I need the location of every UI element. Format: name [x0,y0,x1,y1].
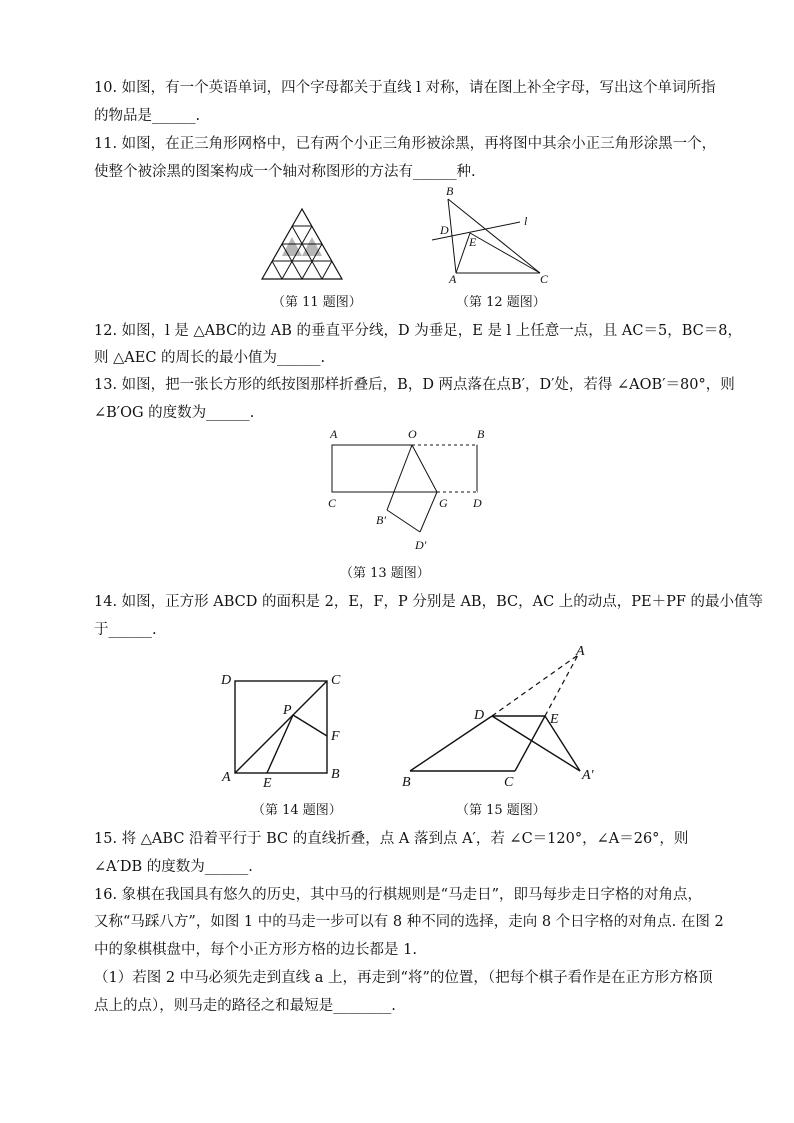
fig15-label-E: E [550,712,559,727]
fig14-label-C: C [331,673,341,688]
figure-15-diagram [400,640,600,790]
q10-line1: 10. 如图，有一个英语单词，四个字母都关于直线 l 对称，请在图上补全字母，写出这个单词所指 [94,80,716,96]
fig12-label-B: B [446,184,454,198]
fig14-label-A: A [222,770,231,785]
fig12-label-D: D [440,223,449,237]
fig14-label-P: P [283,703,292,718]
fig13-label-B-prime: B′ [376,513,386,527]
q16-line3: 中的象棋棋盘中，每个小正方形方格的边长都是 1. [94,942,417,958]
fig12-label-l: l [524,214,528,228]
fig14-label-F: F [331,729,340,744]
fig15-label-D: D [474,708,485,723]
figure-15-caption: （第 15 题图） [456,803,546,818]
fig12-label-C: C [540,272,549,286]
q12-line1: 12. 如图，l 是 △ABC的边 AB 的垂直平分线，D 为垂足，E 是 l 上任意一点，且 AC＝5，BC＝8， [94,323,742,339]
figure-13-caption: （第 13 题图） [340,566,430,581]
q16-line1: 16. 象棋在我国具有悠久的历史，其中马的行棋规则是“马走日”，即马每步走日字格的对角点， [94,887,702,903]
q11-line1: 11. 如图，在正三角形网格中，已有两个小正三角形被涂黑，再将图中其余小正三角形涂黑一个， [94,136,717,152]
figure-12-diagram [430,184,560,286]
figure-14-caption: （第 14 题图） [252,803,342,818]
q14-line2: 于______. [94,622,157,638]
fig14-label-E: E [263,776,272,791]
fig15-label-C: C [504,775,514,790]
figure-11-triangle-grid [260,190,360,280]
fig13-label-G: G [439,496,448,510]
fig15-label-B: B [402,775,411,790]
q16-line5: 点上的点），则马走的路径之和最短是________. [94,998,396,1014]
figure-14-square [215,668,345,791]
figure-12-caption: （第 12 题图） [456,295,546,310]
q12-line2: 则 △AEC 的周长的最小值为______. [94,350,326,366]
fig14-label-B: B [331,767,340,782]
q15-line2: ∠A′DB 的度数为______. [94,859,253,875]
figure-11-caption: （第 11 题图） [272,295,362,310]
q11-line2: 使整个被涂黑的图案构成一个轴对称图形的方法有______种. [94,164,476,180]
fig15-label-A-prime: A′ [582,768,594,783]
fig13-label-B: B [477,427,485,441]
fig15-label-A: A [576,644,585,659]
fig13-label-O: O [408,427,417,441]
fig12-label-A: A [449,272,457,286]
fig13-label-D-prime: D′ [415,538,427,552]
q13-line2: ∠B′OG 的度数为______. [94,405,255,421]
q15-line1: 15. 将 △ABC 沿着平行于 BC 的直线折叠，点 A 落到点 A′，若 ∠C＝120°，∠A＝26°，则 [94,831,689,847]
fig13-label-D: D [473,496,482,510]
fig12-label-E: E [469,235,477,249]
fig13-label-C: C [328,496,337,510]
q16-line2: 又称“马踩八方”，如图 1 中的马走一步可以有 8 种不同的选择，走向 8 个日字格的对角点. 在图 2 [94,914,724,930]
fig14-label-D: D [221,673,232,688]
q10-line2: 的物品是______. [94,108,201,124]
figure-13-diagram [325,425,495,555]
q13-line1: 13. 如图，把一张长方形的纸按图那样折叠后，B，D 两点落在点B′，D′处，若得 ∠AOB′＝80°，则 [94,377,735,393]
q14-line1: 14. 如图，正方形 ABCD 的面积是 2，E，F，P 分别是 AB，BC，AC 上的动点，PE＋PF 的最小值等 [94,594,764,610]
q16-line4: （1）若图 2 中马必须先走到直线 a 上，再走到“将”的位置，（把每个棋子看作是在正方形方格顶 [94,970,713,986]
fig13-label-A: A [330,427,338,441]
